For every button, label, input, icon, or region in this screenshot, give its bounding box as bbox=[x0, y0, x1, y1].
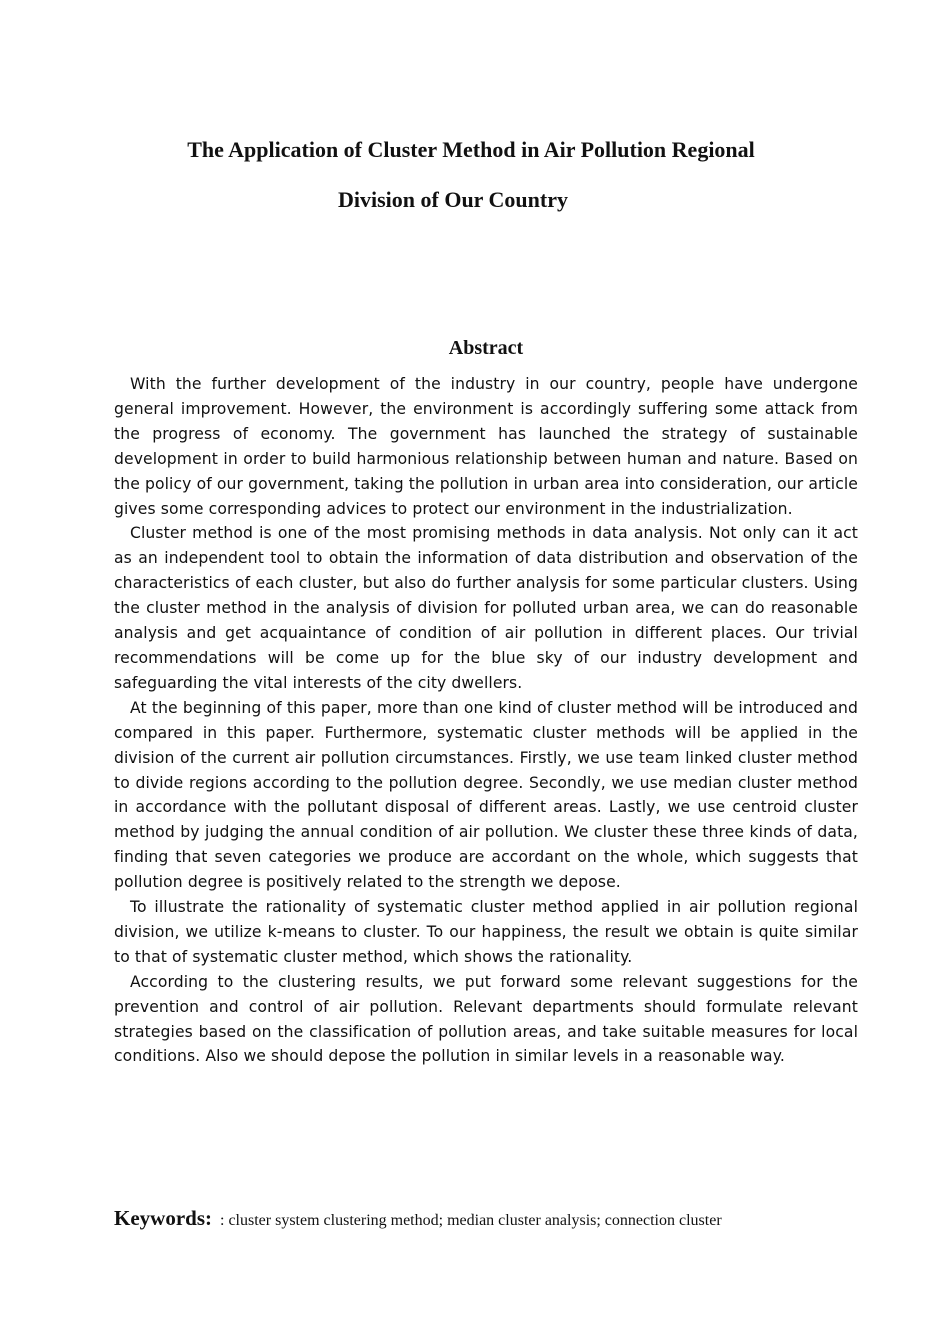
abstract-paragraph-1: With the further development of the industry in our country, people have undergone general improvement. However, the environment is accordingly suffering some attack from the progress of economy. The government has launched the strategy of sustainable development in order to build harmonious relationship between human and nature. Based on the policy of our government, taking the pollution in urban area into consideration, our article gives some corresponding advices to protect our environment in the industrialization. bbox=[114, 375, 858, 518]
keywords-label: Keywords: bbox=[114, 1206, 212, 1230]
keywords-text: : cluster system clustering method; median cluster analysis; connection cluster bbox=[220, 1212, 722, 1229]
keywords-line bbox=[114, 1206, 874, 1231]
paper-title-line-1: The Application of Cluster Method in Air Pollution Regional bbox=[187, 137, 755, 162]
paper-title-line-2: Division of Our Country bbox=[337, 187, 568, 212]
abstract-paragraph-2: Cluster method is one of the most promising methods in data analysis. Not only can it act as an independent tool to obtain the information of data distribution and observation of the characteristics of each cluster, but also do further analysis for some particular clusters. Using the cluster method in the analysis of division for polluted urban area, we can do reasonable analysis and get acquaintance of condition of air pollution in different places. Our trivial recommendations will be come up for the blue sky of our industry development and safeguarding the vital interests of the city dwellers. bbox=[114, 524, 858, 692]
abstract-paragraph-3: At the beginning of this paper, more than one kind of cluster method will be introduced and compared in this paper. Furthermore, systematic cluster methods will be applied in the division of the current air pollution circumstances. Firstly, we use team linked cluster method to divide regions according to the pollution degree. Secondly, we use median cluster method in accordance with the pollutant disposal of different areas. Lastly, we use centroid cluster method by judging the annual condition of air pollution. We cluster these three kinds of data, finding that seven categories we produce are accordant on the whole, which suggests that pollution degree is positively related to the strength we depose. bbox=[114, 698, 858, 892]
abstract-paragraph-4: To illustrate the rationality of systematic cluster method applied in air pollution regional division, we utilize k-means to cluster. To our happiness, the result we obtain is quite similar to that of systematic cluster method, which shows the rationality. bbox=[114, 898, 858, 966]
abstract-heading: Abstract bbox=[448, 337, 524, 359]
abstract-paragraph-5: According to the clustering results, we put forward some relevant suggestions for the prevention and control of air pollution. Relevant departments should formulate relevant strategies based on the classification of pollution areas, and take suitable measures for local conditions. Also we should depose the pollution in similar levels in a reasonable way. bbox=[114, 972, 858, 1066]
abstract-body bbox=[114, 372, 858, 1069]
